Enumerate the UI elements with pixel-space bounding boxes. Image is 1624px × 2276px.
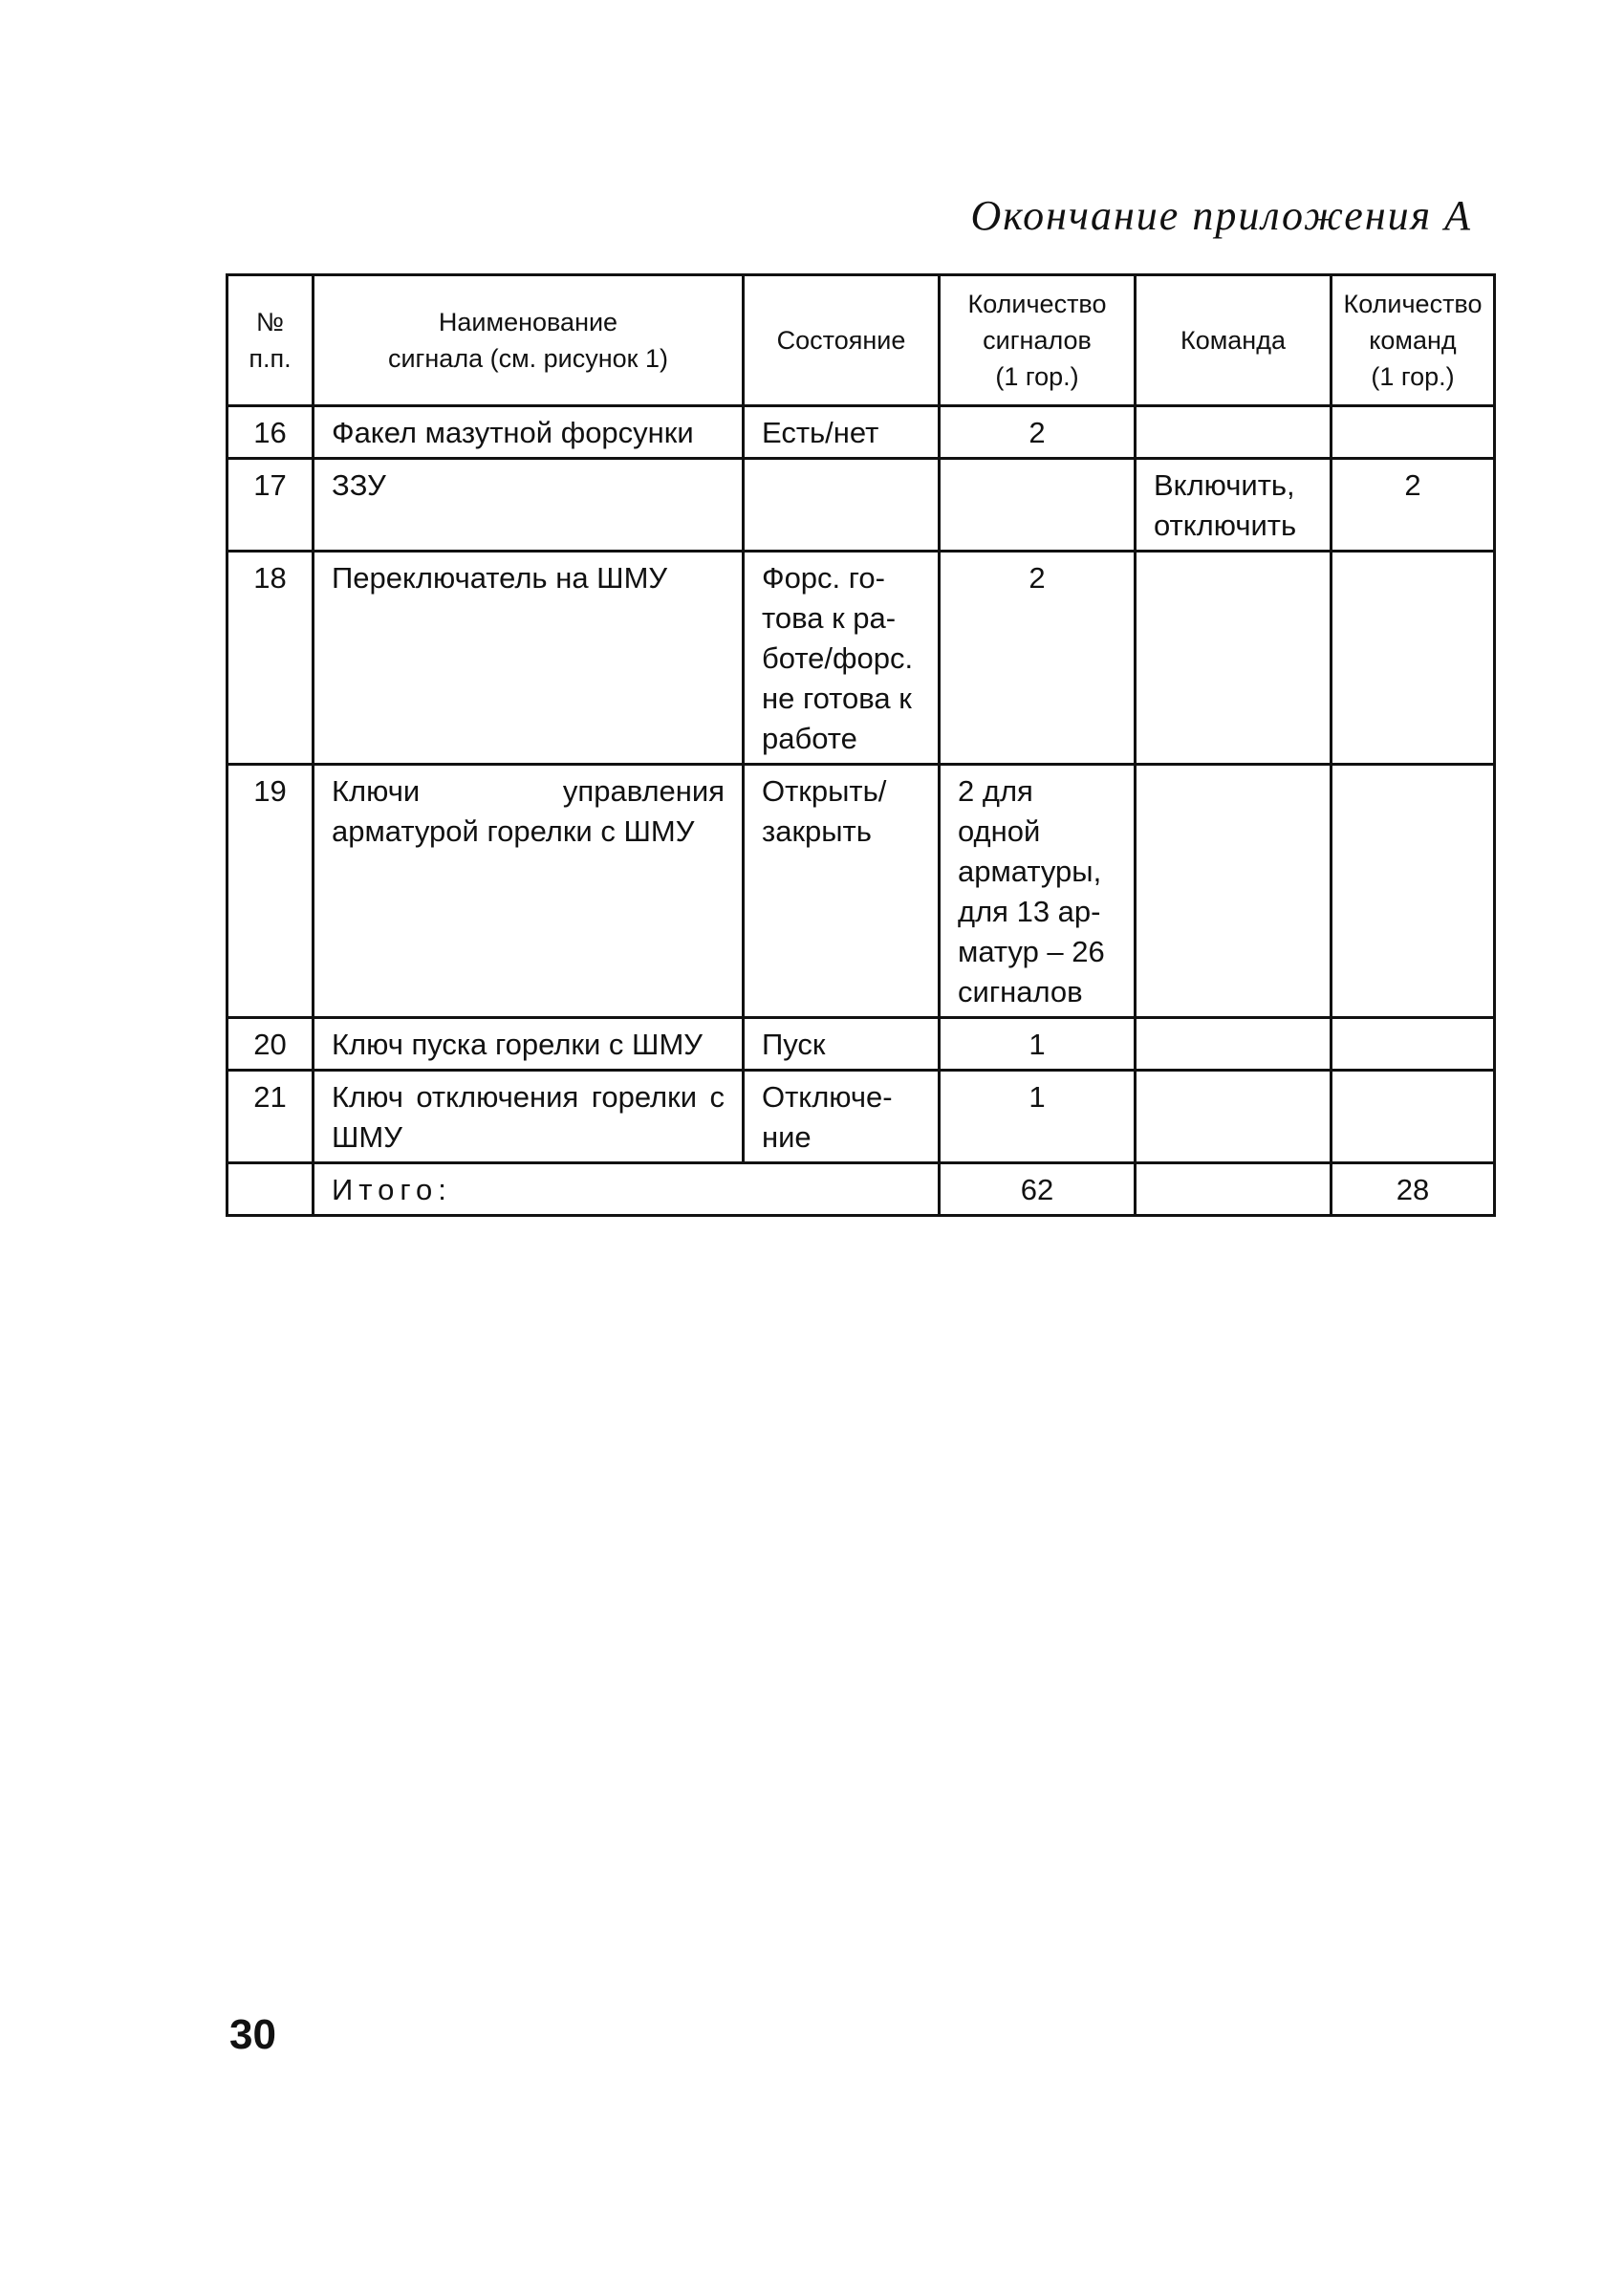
header-command-count: Количество команд (1 гор.) xyxy=(1332,275,1495,406)
total-label: Итого: xyxy=(314,1163,940,1216)
header-signal-count: Количество сигналов (1 гор.) xyxy=(940,275,1136,406)
row-signal-name: Ключ пуска горелки с ШМУ xyxy=(314,1018,744,1071)
row-state xyxy=(744,459,940,552)
row-num: 20 xyxy=(227,1018,314,1071)
table-row xyxy=(227,406,1495,459)
row-state: Отключе- ние xyxy=(744,1071,940,1163)
row-signal-name: Ключ отключения горелки с ШМУ xyxy=(314,1071,744,1163)
row-state: Есть/нет xyxy=(744,406,940,459)
row-num: 16 xyxy=(227,406,314,459)
row-command-count xyxy=(1332,765,1495,1018)
table-row xyxy=(227,459,1495,552)
page-number: 30 xyxy=(229,2011,276,2058)
signals-table xyxy=(226,273,1496,1217)
header-signal-name: Наименование сигнала (см. рисунок 1) xyxy=(314,275,744,406)
row-command-count xyxy=(1332,552,1495,765)
row-num: 17 xyxy=(227,459,314,552)
row-signal-count: 1 xyxy=(940,1071,1136,1163)
total-row xyxy=(227,1163,1495,1216)
header-state: Состояние xyxy=(744,275,940,406)
header-num: № п.п. xyxy=(227,275,314,406)
table-row xyxy=(227,1018,1495,1071)
row-signal-count: 2 xyxy=(940,552,1136,765)
row-signal-count: 2 xyxy=(940,406,1136,459)
row-command-count xyxy=(1332,1071,1495,1163)
table-header-row xyxy=(227,275,1495,406)
row-signal-count xyxy=(940,459,1136,552)
row-signal-count: 1 xyxy=(940,1018,1136,1071)
total-signal-count: 62 xyxy=(940,1163,1136,1216)
table-row xyxy=(227,1071,1495,1163)
row-command-count xyxy=(1332,406,1495,459)
header-command: Команда xyxy=(1136,275,1332,406)
row-command xyxy=(1136,406,1332,459)
table-row xyxy=(227,765,1495,1018)
row-signal-name: Переключатель на ШМУ xyxy=(314,552,744,765)
row-command-count xyxy=(1332,1018,1495,1071)
table-row xyxy=(227,552,1495,765)
row-num: 21 xyxy=(227,1071,314,1163)
row-signal-name: ЗЗУ xyxy=(314,459,744,552)
row-signal-name: Факел мазутной форсунки xyxy=(314,406,744,459)
row-command xyxy=(1136,552,1332,765)
total-command xyxy=(1136,1163,1332,1216)
row-state: Пуск xyxy=(744,1018,940,1071)
total-empty-cell xyxy=(227,1163,314,1216)
row-num: 19 xyxy=(227,765,314,1018)
row-num: 18 xyxy=(227,552,314,765)
row-state: Форс. го- това к ра- боте/форс. не готова к работе xyxy=(744,552,940,765)
total-command-count: 28 xyxy=(1332,1163,1495,1216)
row-command: Включить, отключить xyxy=(1136,459,1332,552)
row-signal-count: 2 для одной арматуры, для 13 ар- матур – 26 сигналов xyxy=(940,765,1136,1018)
row-command-count: 2 xyxy=(1332,459,1495,552)
row-command xyxy=(1136,1018,1332,1071)
appendix-title: Окончание приложения А xyxy=(970,192,1472,239)
row-command xyxy=(1136,765,1332,1018)
row-signal-name: Ключи управления арматурой горелки с ШМУ xyxy=(314,765,744,1018)
row-command xyxy=(1136,1071,1332,1163)
row-state: Открыть/ закрыть xyxy=(744,765,940,1018)
